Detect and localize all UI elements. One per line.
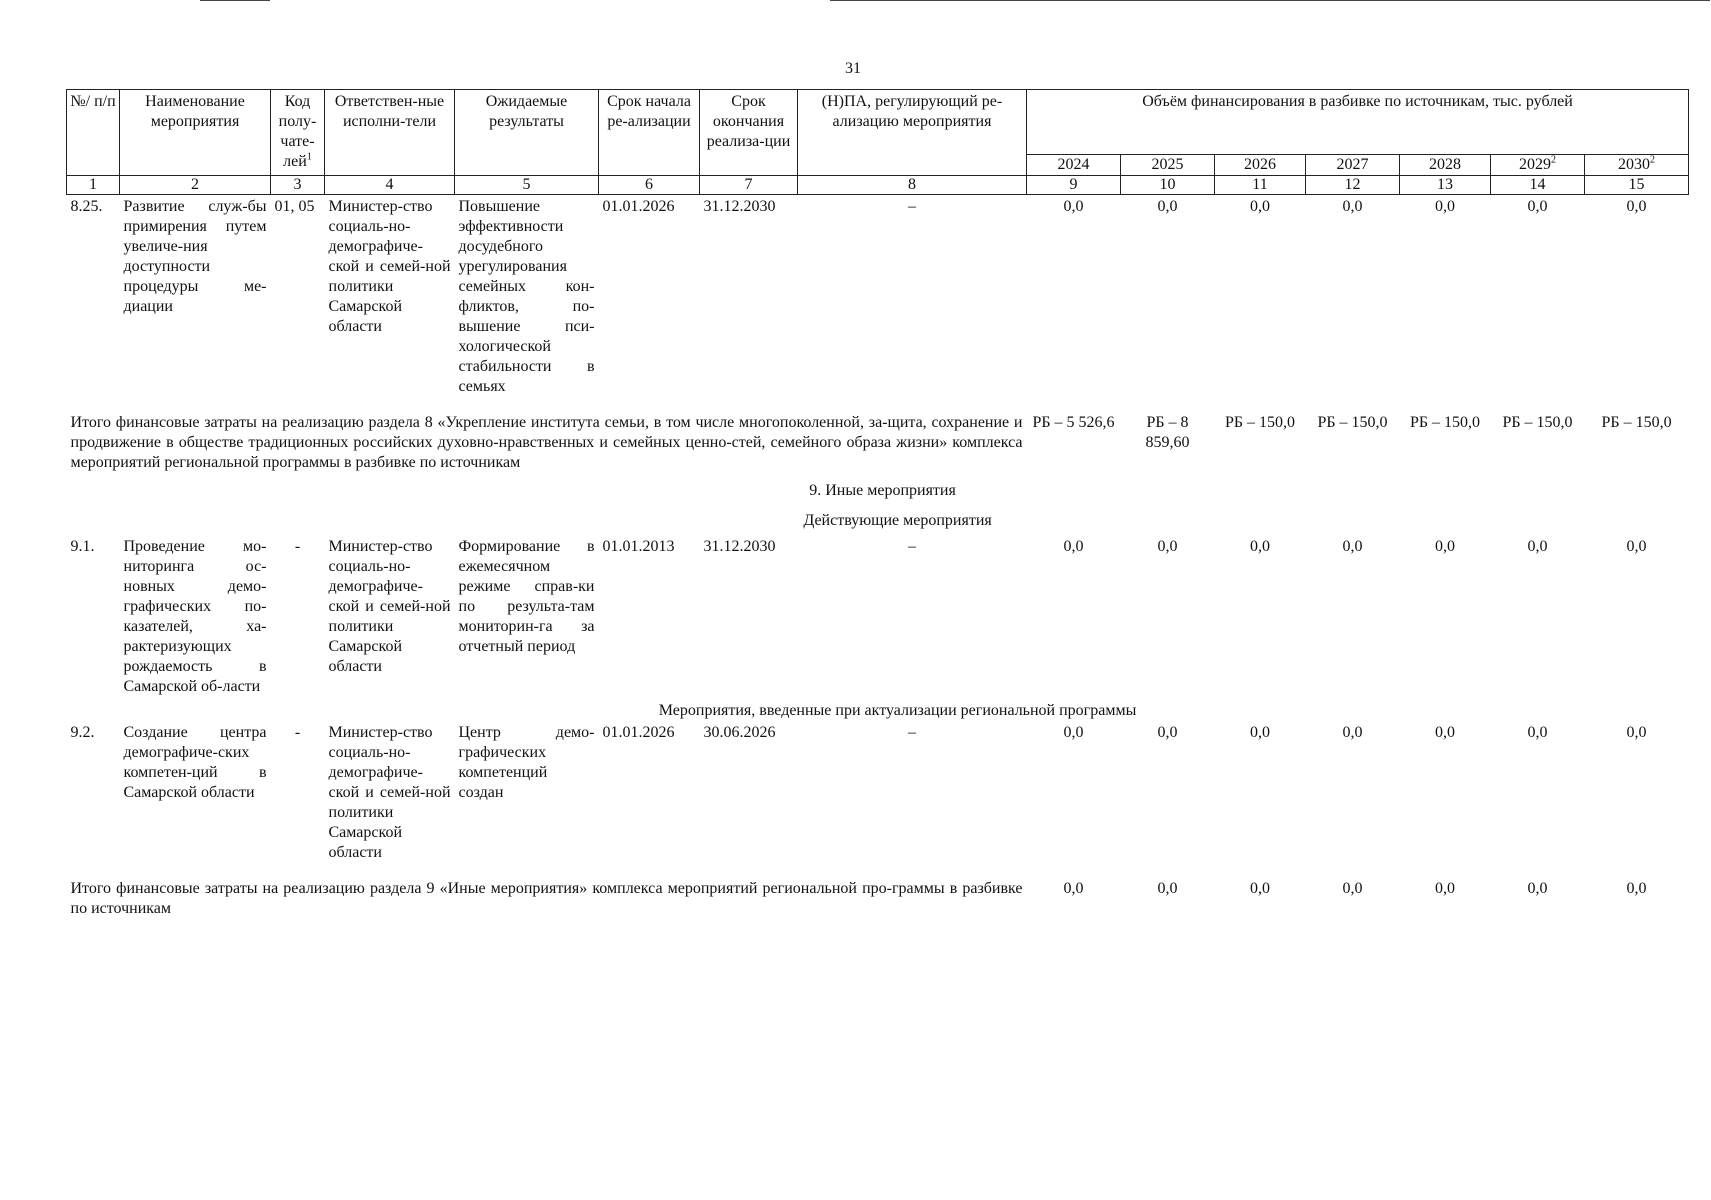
- col-number: 10: [1121, 176, 1215, 195]
- total-value: РБ – 150,0: [1224, 414, 1296, 431]
- year-label: 2029: [1519, 156, 1551, 173]
- scan-top-line: [830, 0, 1710, 1]
- header-year: [1215, 155, 1306, 176]
- header-npa: (Н)ПА, регулирующий ре-ализацию мероприятия: [798, 90, 1027, 176]
- row-value: 0,0: [1626, 538, 1647, 555]
- total-value: 0,0: [1157, 880, 1178, 897]
- col-number: 12: [1306, 176, 1400, 195]
- row-resp: Министер-ство социаль-но-демографиче-ской и семей-ной политики Самарской области: [328, 198, 451, 335]
- header-name: Наименование мероприятия: [120, 90, 271, 176]
- year-label: 2028: [1429, 156, 1461, 173]
- header-resp: Ответствен-ные исполни-тели: [325, 90, 455, 176]
- row-npa: –: [908, 724, 916, 741]
- total-value: РБ – 150,0: [1317, 414, 1388, 431]
- col-number: 15: [1585, 176, 1689, 195]
- row-resp: Министер-ство социаль-но-демографиче-ской и семей-ной политики Самарской области: [328, 724, 451, 861]
- col-number: 14: [1491, 176, 1585, 195]
- row-value: 0,0: [1527, 198, 1548, 215]
- year-sup: 2: [1551, 154, 1556, 166]
- row-num: 9.1.: [70, 538, 95, 555]
- row-code: 01, 05: [274, 198, 315, 215]
- row-npa: –: [908, 538, 916, 555]
- total-value: РБ – 150,0: [1601, 414, 1672, 431]
- total-text: Итого финансовые затраты на реализацию раздела 8 «Укрепление института семьи, в том числе многопоколенной, за-щита, сохранение и продвижение в обществе традиционных российских духовно-нравственных и семейных ценно-стей, семейного образа жизни» комплекса мероприятий региональной программы в разбивке по источникам: [70, 414, 1023, 471]
- section-title-row: [67, 475, 1689, 505]
- row-value: 0,0: [1435, 198, 1455, 215]
- row-results: Формирование в ежемесячном режиме справ-ки по результа-там мониторин-га за отчетный период: [458, 538, 595, 655]
- section-title: 9. Иные мероприятия: [809, 482, 956, 499]
- row-value: 0,0: [1157, 198, 1178, 215]
- total-row-section-8: [67, 399, 1689, 475]
- col-number: 9: [1027, 176, 1121, 195]
- header-num: №/ п/п: [67, 90, 120, 176]
- row-value: 0,0: [1063, 724, 1084, 741]
- header-results: Ожидаемые результаты: [455, 90, 599, 176]
- row-value: 0,0: [1527, 538, 1548, 555]
- total-value: РБ – 5 526,6: [1032, 414, 1115, 431]
- year-label: 2030: [1618, 156, 1651, 173]
- row-results: Центр демо-графических компетенций создан: [458, 724, 595, 801]
- row-value: 0,0: [1435, 724, 1455, 741]
- total-row-section-9: [67, 865, 1689, 921]
- col-number: 8: [798, 176, 1027, 195]
- header-year: [1400, 155, 1491, 176]
- total-value: 0,0: [1435, 880, 1455, 897]
- header-year: [1027, 155, 1121, 176]
- row-end: 30.06.2026: [703, 724, 776, 741]
- header-code: [271, 90, 325, 176]
- row-name: Проведение мо-ниторинга ос-новных демо-графических по-казателей, ха-рактеризующих рождаемость в Самарской об-ласти: [123, 538, 267, 695]
- total-value: 0,0: [1342, 880, 1363, 897]
- subsection-row: [67, 699, 1689, 721]
- table-row: [67, 195, 1689, 400]
- page-number: 31: [845, 60, 861, 77]
- row-value: 0,0: [1342, 198, 1363, 215]
- total-value: РБ – 150,0: [1409, 414, 1481, 431]
- total-value: РБ – 150,0: [1502, 414, 1573, 431]
- header-year: [1491, 155, 1585, 176]
- row-resp: Министер-ство социаль-но-демографиче-ской и семей-ной политики Самарской области: [328, 538, 451, 675]
- row-value: 0,0: [1250, 198, 1270, 215]
- row-name: Развитие служ-бы примирения путем увеличе-ния доступности процедуры ме-диации: [123, 198, 267, 315]
- table-row: [67, 535, 1689, 699]
- header-end: Срок окончания реализа-ции: [700, 90, 798, 176]
- row-value: 0,0: [1157, 724, 1178, 741]
- header-year: [1121, 155, 1215, 176]
- header-funding: Объём финансирования в разбивке по источникам, тыс. рублей: [1027, 90, 1689, 155]
- total-text: Итого финансовые затраты на реализацию раздела 9 «Иные мероприятия» комплекса мероприятий региональной про-граммы в разбивке по источникам: [70, 880, 1023, 917]
- year-sup: 2: [1650, 154, 1656, 166]
- measures-table: [66, 89, 1689, 921]
- row-num: 9.2.: [70, 724, 95, 741]
- header-code-sup: 1: [306, 151, 312, 163]
- col-number: 13: [1400, 176, 1491, 195]
- table-row: [67, 721, 1689, 865]
- year-label: 2026: [1244, 156, 1276, 173]
- row-end: 31.12.2030: [703, 198, 776, 215]
- row-name: Создание центра демографиче-ских компетен-ций в Самарской области: [123, 724, 267, 801]
- row-value: 0,0: [1157, 538, 1178, 555]
- row-results: Повышение эффективности досудебного урегулирования семейных кон-фликтов, по-вышение пси-хологической стабильности в семьях: [458, 198, 595, 395]
- row-start: 01.01.2026: [602, 724, 675, 741]
- header-start: Срок начала ре-ализации: [599, 90, 700, 176]
- row-start: 01.01.2026: [602, 198, 675, 215]
- total-value: 0,0: [1250, 880, 1270, 897]
- total-value: 0,0: [1527, 880, 1548, 897]
- subsection-title: Действующие мероприятия: [803, 512, 992, 529]
- col-number: 7: [700, 176, 798, 195]
- row-end: 31.12.2030: [703, 538, 776, 555]
- header-year: [1585, 155, 1689, 176]
- year-label: 2024: [1057, 156, 1090, 173]
- total-value: 0,0: [1063, 880, 1084, 897]
- col-number: 2: [120, 176, 271, 195]
- col-number: 4: [325, 176, 455, 195]
- subsection-row: [67, 505, 1689, 535]
- header-code-text: Код полу-чате-лей: [278, 93, 317, 170]
- scan-top-line: [200, 0, 270, 1]
- col-number: 3: [271, 176, 325, 195]
- year-label: 2025: [1151, 156, 1184, 173]
- total-value: РБ – 8 859,60: [1145, 414, 1190, 451]
- row-value: 0,0: [1626, 198, 1647, 215]
- row-value: 0,0: [1250, 538, 1270, 555]
- col-number: 5: [455, 176, 599, 195]
- row-value: 0,0: [1342, 724, 1363, 741]
- subsection-title: Мероприятия, введенные при актуализации региональной программы: [658, 702, 1137, 719]
- row-value: 0,0: [1435, 538, 1455, 555]
- col-number: 6: [599, 176, 700, 195]
- row-start: 01.01.2013: [602, 538, 675, 555]
- header-year: [1306, 155, 1400, 176]
- col-number: 11: [1215, 176, 1306, 195]
- row-value: 0,0: [1063, 538, 1084, 555]
- row-npa: –: [908, 198, 916, 215]
- row-value: 0,0: [1063, 198, 1084, 215]
- row-value: 0,0: [1527, 724, 1548, 741]
- total-value: 0,0: [1626, 880, 1647, 897]
- row-value: 0,0: [1626, 724, 1647, 741]
- row-code: -: [294, 538, 301, 555]
- row-value: 0,0: [1342, 538, 1363, 555]
- row-code: -: [294, 724, 301, 741]
- col-number: 1: [67, 176, 120, 195]
- row-num: 8.25.: [70, 198, 103, 215]
- year-label: 2027: [1336, 156, 1369, 173]
- row-value: 0,0: [1250, 724, 1270, 741]
